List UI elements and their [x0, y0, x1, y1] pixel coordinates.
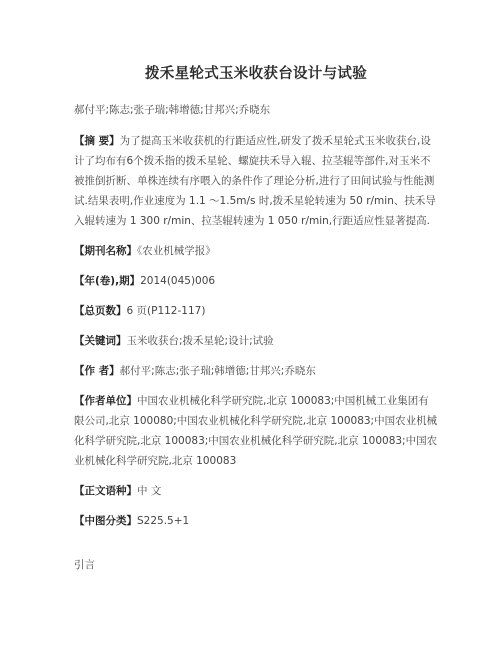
journal-field [74, 241, 438, 261]
affiliation-field [74, 391, 438, 471]
keywords-field [74, 331, 438, 351]
intro-heading: 引言 [74, 559, 95, 571]
affiliation-label: 【作者单位】 [74, 395, 137, 407]
year-label: 【年(卷),期】 [74, 275, 141, 287]
classification-value: S225.5+1 [137, 515, 190, 527]
language-label: 【正文语种】 [74, 485, 137, 497]
classification-field [74, 511, 438, 531]
year-field [74, 271, 438, 291]
keywords-label: 【关键词】 [74, 335, 127, 347]
keywords-value: 玉米收获台;拨禾星轮;设计;试验 [126, 335, 274, 347]
abstract-label: 【摘 要】 [74, 135, 120, 147]
journal-value: 《农业机械学报》 [137, 245, 216, 257]
abstract-text: 为了提高玉米收获机的行距适应性,研发了拨禾星轮式玉米收获台,设计了均布有6个拨禾指的拨禾星轮、螺旋扶禾导入辊、拉茎辊等部件,对玉米不被推倒折断、单株连续有序喂入的条件作了理论分析,进行了田间试验与性能测试.结果表明,作业速度为 1.1 ～1.5m/s 时,拨禾星轮转速为 50 r/min、扶禾导入辊转速为 1 300 r/min、拉茎辊转速为 1 050 r/min,行距适应性显著提高. [74, 135, 436, 227]
pages-label: 【总页数】 [74, 305, 127, 317]
affiliation-value: 中国农业机械化科学研究院,北京 100083;中国机械工业集团有限公司,北京 100080;中国农业机械化科学研究院,北京 100083;中国农业机械化科学研究院,北京 100083;中国农业机械化科学研究院,北京 100083;中国农业机械化科学研究院,北京 100083 [74, 395, 438, 467]
language-field [74, 481, 438, 501]
year-value: 2014(045)006 [140, 275, 216, 287]
author-field [74, 361, 438, 381]
language-value: 中 文 [137, 485, 162, 497]
paper-title: 拨禾星轮式玉米收获台设计与试验 [145, 66, 367, 82]
journal-label: 【期刊名称】 [74, 245, 137, 257]
author-value: 郝付平;陈志;张子瑞;韩增德;甘邦兴;乔晓东 [119, 365, 316, 377]
abstract-field [74, 131, 438, 231]
author-line: 郝付平;陈志;张子瑞;韩增德;甘邦兴;乔晓东 [74, 104, 271, 116]
author-label: 【作 者】 [74, 365, 120, 377]
pages-field [74, 301, 438, 321]
pages-value: 6 页(P112-117) [126, 305, 206, 317]
classification-label: 【中图分类】 [74, 515, 137, 527]
